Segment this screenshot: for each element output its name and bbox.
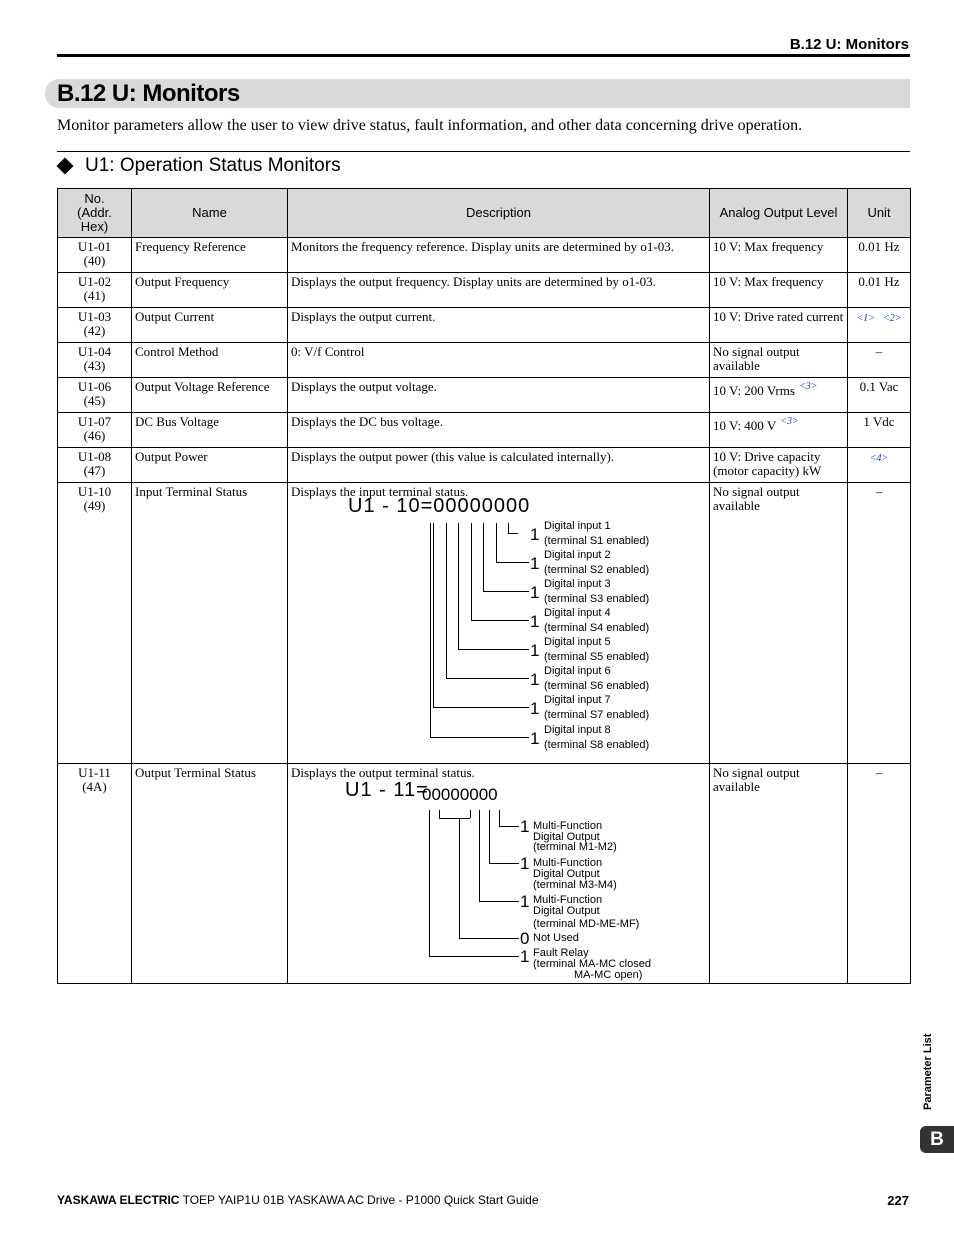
monitor-display-label: U1 - 11= <box>345 779 429 801</box>
param-no-cell <box>58 413 132 448</box>
param-name: Frequency Reference <box>132 238 288 273</box>
connector-line <box>483 591 529 592</box>
connector-line <box>470 810 471 818</box>
parameter-table <box>57 188 911 984</box>
table-row <box>58 483 911 764</box>
footnote-link[interactable]: <2> <box>883 313 902 324</box>
footnote-link[interactable]: <4> <box>869 453 889 464</box>
param-no-cell <box>58 238 132 273</box>
description-text: Displays the output terminal status. <box>291 765 475 780</box>
bit-value: 1 <box>530 525 540 544</box>
param-unit <box>848 308 911 343</box>
bit-label: (terminal S1 enabled) <box>544 535 650 547</box>
bit-label: MA-MC open) <box>574 969 643 981</box>
connector-line <box>496 523 497 562</box>
param-no: U1-06 <box>77 379 112 394</box>
param-analog: 10 V: Drive capacity (motor capacity) kW <box>710 448 848 483</box>
param-name: Output Terminal Status <box>132 764 288 984</box>
param-analog: No signal output available <box>710 483 848 764</box>
connector-line <box>439 810 440 818</box>
table-row <box>58 378 911 413</box>
footer <box>57 1193 539 1207</box>
bit-label: (terminal MA-MC closed <box>533 958 651 970</box>
bit-label: Digital input 4 <box>544 607 611 619</box>
footnote-link[interactable]: <1> <box>856 313 875 324</box>
bit-value: 1 <box>530 699 540 718</box>
bit-label: Multi-Function <box>533 894 603 906</box>
param-no-cell <box>58 273 132 308</box>
analog-text: 10 V: 400 V <box>713 418 777 433</box>
table-row <box>58 413 911 448</box>
param-analog: No signal output available <box>710 343 848 378</box>
intro-paragraph: Monitor parameters allow the user to view drive status, fault information, and other data concerning drive operation. <box>57 117 803 134</box>
bit-label: (terminal M1-M2) <box>533 841 617 853</box>
param-description: Displays the output current. <box>288 308 710 343</box>
param-addr: (49) <box>83 498 106 513</box>
connector-line <box>459 818 460 938</box>
param-no-cell <box>58 343 132 378</box>
param-no-cell <box>58 448 132 483</box>
bit-value: 1 <box>530 641 540 660</box>
connector-line <box>458 649 529 650</box>
param-unit: – <box>848 343 911 378</box>
connector-line <box>499 810 500 826</box>
bit-label: Digital input 1 <box>544 520 611 532</box>
connector-line <box>471 523 472 620</box>
param-no: U1-02 <box>77 274 112 289</box>
param-name: Input Terminal Status <box>132 483 288 764</box>
param-no: U1-10 <box>77 484 112 499</box>
param-no: U1-03 <box>77 309 112 324</box>
param-description: Monitors the frequency reference. Display units are determined by o1-03. <box>288 238 710 273</box>
param-addr: (45) <box>83 393 106 408</box>
bit-value: 1 <box>520 892 530 911</box>
param-no: U1-07 <box>77 414 112 429</box>
connector-line <box>446 678 529 679</box>
table-row <box>58 308 911 343</box>
analog-text: 10 V: 200 Vrms <box>713 383 795 398</box>
param-analog: 10 V: Drive rated current <box>710 308 848 343</box>
connector-line <box>471 620 529 621</box>
bit-label: Digital Output <box>533 868 600 880</box>
bit-label: Digital input 3 <box>544 578 611 590</box>
bit-label: Not Used <box>533 932 579 944</box>
bit-value: 1 <box>530 729 540 748</box>
connector-line <box>430 523 431 737</box>
bit-value: 0 <box>520 929 530 948</box>
table-row <box>58 273 911 308</box>
header-analog-output: Analog Output Level <box>710 189 848 238</box>
connector-line <box>483 523 484 591</box>
param-no: U1-08 <box>77 449 112 464</box>
param-unit: – <box>848 483 911 764</box>
connector-line <box>433 707 529 708</box>
param-description <box>288 764 710 984</box>
connector-line <box>508 533 518 534</box>
connector-line <box>429 956 519 957</box>
param-unit: – <box>848 764 911 984</box>
bit-value: 1 <box>520 854 530 873</box>
bit-label: Fault Relay <box>533 947 589 959</box>
header-description: Description <box>288 189 710 238</box>
description-text: Displays the input terminal status. <box>291 484 469 499</box>
bit-value: 1 <box>530 554 540 573</box>
bit-value: 1 <box>520 817 530 836</box>
header-no: No. (Addr. Hex) <box>58 189 132 238</box>
connector-line <box>458 523 459 649</box>
footnote-link[interactable]: <3> <box>798 381 818 392</box>
bit-value: 1 <box>530 670 540 689</box>
bit-label: (terminal S8 enabled) <box>544 739 650 751</box>
connector-line <box>433 523 434 707</box>
bit-label: (terminal MD-ME-MF) <box>533 918 640 930</box>
param-no-cell <box>58 308 132 343</box>
connector-line <box>489 810 490 863</box>
bit-label: (terminal S3 enabled) <box>544 593 650 605</box>
section-title: B.12 U: Monitors <box>57 80 240 107</box>
connector-line <box>479 901 519 902</box>
table-row <box>58 764 911 984</box>
connector-line <box>430 737 529 738</box>
connector-line <box>446 523 447 678</box>
param-analog: No signal output available <box>710 764 848 984</box>
connector-line <box>508 523 509 533</box>
subsection-title: U1: Operation Status Monitors <box>85 155 341 176</box>
output-terminal-diagram <box>291 780 706 980</box>
param-unit: 0.01 Hz <box>848 238 911 273</box>
bit-label: Digital Output <box>533 905 600 917</box>
bit-label: Digital input 8 <box>544 724 611 736</box>
running-head: B.12 U: Monitors <box>789 36 909 53</box>
param-no: U1-11 <box>78 765 111 780</box>
param-description: Displays the output power (this value is calculated internally). <box>288 448 710 483</box>
param-analog: 10 V: Max frequency <box>710 273 848 308</box>
param-name: Output Voltage Reference <box>132 378 288 413</box>
table-row <box>58 448 911 483</box>
diamond-bullet-icon <box>57 158 74 175</box>
param-description: Displays the DC bus voltage. <box>288 413 710 448</box>
param-addr: (47) <box>83 463 106 478</box>
bit-label: Digital input 2 <box>544 549 611 561</box>
param-analog <box>710 378 848 413</box>
param-addr: (43) <box>83 358 106 373</box>
bit-label: (terminal S7 enabled) <box>544 709 650 721</box>
param-addr: (40) <box>83 253 106 268</box>
bit-label: Digital input 7 <box>544 694 611 706</box>
bit-label: Digital Output <box>533 831 600 843</box>
bit-value: 1 <box>530 583 540 602</box>
param-unit: 0.1 Vac <box>848 378 911 413</box>
bit-value: 1 <box>530 612 540 631</box>
param-name: Output Current <box>132 308 288 343</box>
monitor-display: U1 - 10=00000000 <box>348 495 531 517</box>
param-description: Displays the output frequency. Display units are determined by o1-03. <box>288 273 710 308</box>
connector-line <box>439 818 470 819</box>
header-rule <box>57 54 910 57</box>
connector-line <box>459 938 519 939</box>
param-unit: 1 Vdc <box>848 413 911 448</box>
bit-label: (terminal S6 enabled) <box>544 680 650 692</box>
param-no: U1-01 <box>77 239 112 254</box>
bit-label: (terminal S4 enabled) <box>544 622 650 634</box>
table-row <box>58 238 911 273</box>
connector-line <box>489 863 519 864</box>
table-row <box>58 343 911 378</box>
header-unit: Unit <box>848 189 911 238</box>
bit-label: Digital input 5 <box>544 636 611 648</box>
param-addr: (42) <box>83 323 106 338</box>
header-name: Name <box>132 189 288 238</box>
bit-label: (terminal S5 enabled) <box>544 651 650 663</box>
param-name: Control Method <box>132 343 288 378</box>
bit-label: Multi-Function <box>533 857 603 869</box>
page-number: 227 <box>887 1193 909 1208</box>
subsection-heading <box>57 155 341 177</box>
subsection-rule <box>57 151 910 152</box>
param-name: Output Frequency <box>132 273 288 308</box>
monitor-display-value: 00000000 <box>422 785 498 804</box>
param-addr: (41) <box>83 288 106 303</box>
param-no-cell <box>58 764 132 984</box>
param-analog: 10 V: Max frequency <box>710 238 848 273</box>
side-section-label: Parameter List <box>922 1033 934 1110</box>
bit-label: Multi-Function <box>533 820 603 832</box>
param-addr: (4A) <box>82 779 107 794</box>
param-name: Output Power <box>132 448 288 483</box>
footer-doc: TOEP YAIP1U 01B YASKAWA AC Drive - P1000 Quick Start Guide <box>179 1193 539 1207</box>
param-description: 0: V/f Control <box>288 343 710 378</box>
connector-line <box>479 810 480 901</box>
table-header-row <box>58 189 911 238</box>
footnote-link[interactable]: <3> <box>780 416 799 427</box>
param-description <box>288 483 710 764</box>
param-name: DC Bus Voltage <box>132 413 288 448</box>
input-terminal-diagram <box>291 495 706 759</box>
bit-label: (terminal S2 enabled) <box>544 564 650 576</box>
bit-label: Digital input 6 <box>544 665 611 677</box>
param-addr: (46) <box>83 428 106 443</box>
connector-line <box>429 810 430 956</box>
param-no-cell <box>58 483 132 764</box>
param-unit <box>848 448 911 483</box>
param-no: U1-04 <box>77 344 112 359</box>
bit-value: 1 <box>520 947 530 966</box>
param-description: Displays the output voltage. <box>288 378 710 413</box>
footer-brand: YASKAWA ELECTRIC <box>57 1193 180 1207</box>
section-tab[interactable]: B <box>920 1126 954 1153</box>
param-no-cell <box>58 378 132 413</box>
connector-line <box>499 826 519 827</box>
bit-label: (terminal M3-M4) <box>533 879 617 891</box>
param-unit: 0.01 Hz <box>848 273 911 308</box>
connector-line <box>496 562 529 563</box>
param-analog <box>710 413 848 448</box>
